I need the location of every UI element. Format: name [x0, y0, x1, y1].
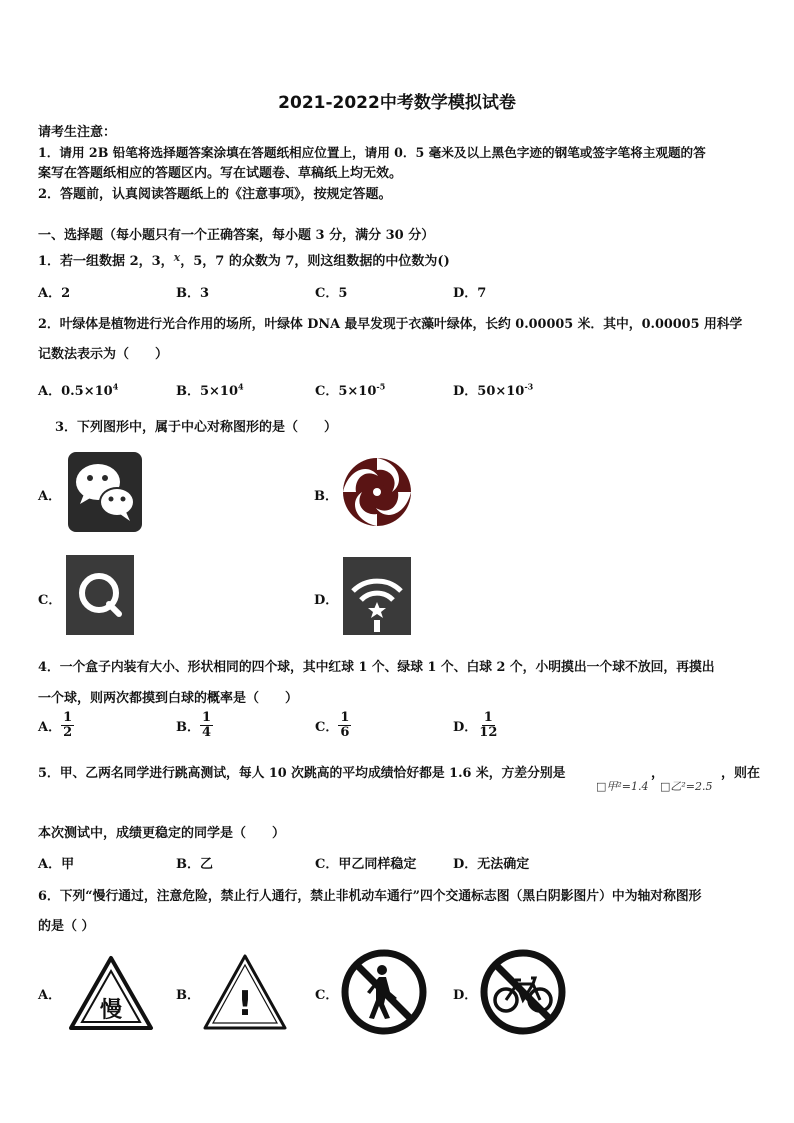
- wifi-signal-icon: [343, 557, 411, 635]
- q6-label-a: A．: [38, 988, 62, 1003]
- q3-label-d: D．: [314, 593, 339, 608]
- q4-option-b: B． $\frac{1}{4}$: [176, 710, 212, 740]
- no-bicycle-sign-icon: [479, 948, 567, 1036]
- wechat-logo-icon: [68, 452, 142, 532]
- question-4-line-1: 4．一个盒子内装有大小、形状相同的四个球，其中红球 1 个、绿球 1 个、白球 2 个，小明摸出一个球不放回，再摸出: [38, 660, 715, 675]
- slow-traffic-sign-icon: [68, 955, 154, 1031]
- q2-option-c: C．$5\times 10^{-5}$: [315, 381, 386, 399]
- notice-line-2: 2．答题前，认真阅读答题纸上的《注意事项》，按规定答题。: [38, 187, 392, 202]
- q6-label-b: B．: [176, 988, 200, 1003]
- search-q-icon: [66, 555, 134, 635]
- question-2-line-2: 记数法表示为（ ）: [38, 347, 169, 362]
- q4-option-d: D． $\frac{1}{12}$: [453, 710, 498, 740]
- section-heading: 一、选择题（每小题只有一个正确答案，每小题 3 分，满分 30 分）: [38, 228, 435, 243]
- q3-label-b: B．: [314, 489, 338, 504]
- phoenix-logo-icon: [340, 452, 414, 532]
- q5-option-c: C．甲乙同样稳定: [315, 857, 417, 872]
- q5-option-b: B．乙: [176, 857, 213, 872]
- q2-option-b: B．$5\times 10^4$: [176, 381, 244, 399]
- notice-line-1a: 1．请用 2B 铅笔将选择题答案涂填在答题纸相应位置上，请用 0．5 毫米及以上黑色字迹的钢笔或签字笔将主观题的答: [38, 145, 706, 160]
- question-4-line-2: 一个球，则两次都摸到白球的概率是（ ）: [38, 691, 299, 706]
- variable-x: x: [173, 251, 181, 264]
- warning-sign-character: !: [237, 984, 253, 1024]
- q1-option-a: A．2: [38, 286, 71, 301]
- q6-label-d: D．: [453, 988, 478, 1003]
- q4-option-a: A． $\frac{1}{2}$: [38, 710, 73, 740]
- variance-jia: □甲²=1.4: [596, 780, 649, 793]
- q4-option-c: C． $\frac{1}{6}$: [315, 710, 350, 740]
- slow-sign-character: 慢: [99, 998, 123, 1023]
- q1-option-d: D．7: [453, 286, 487, 301]
- q5-option-a: A．甲: [38, 857, 75, 872]
- question-5-line-2: 本次测试中，成绩更稳定的同学是（ ）: [38, 826, 286, 841]
- q1-option-c: C．5: [315, 286, 348, 301]
- q3-label-a: A．: [38, 489, 62, 504]
- q1-option-b: B．3: [176, 286, 210, 301]
- no-pedestrian-sign-icon: [340, 948, 428, 1036]
- notice-heading: 请考生注意：: [38, 125, 117, 140]
- q2-option-a: A．$0.5\times 10^4$: [38, 381, 119, 399]
- question-3-stem: 3．下列图形中，属于中心对称图形的是（ ）: [55, 420, 338, 435]
- page-title: 2021-2022中考数学模拟试卷: [278, 93, 516, 113]
- question-5-line-1b: ，则在: [721, 766, 761, 781]
- question-6-line-1: 6．下列“慢行通过，注意危险，禁止行人通行，禁止非机动车通行”四个交通标志图（黑白阴影图片）中为轴对称图形: [38, 889, 702, 904]
- q2-option-d: D．$50\times 10^{-3}$: [453, 381, 534, 399]
- question-1-stem: 1．若一组数据 2，3，$^x$，5，7 的众数为 7，则这组数据的中位数为(): [38, 251, 450, 269]
- q5-option-d: D．无法确定: [453, 857, 530, 872]
- question-5-line-1a: 5．甲、乙两名同学进行跳高测试，每人 10 次跳高的平均成绩恰好都是 1.6 米，方差分别是: [38, 766, 566, 781]
- question-5-comma: ，: [651, 766, 665, 781]
- q3-label-c: C．: [38, 593, 62, 608]
- variance-yi: □乙²=2.5: [660, 780, 713, 793]
- notice-line-1b: 案写在答题纸相应的答题区内。写在试题卷、草稿纸上均无效。: [38, 166, 403, 181]
- question-6-line-2: 的是（ ）: [38, 919, 95, 934]
- question-2-line-1: 2．叶绿体是植物进行光合作用的场所，叶绿体 DNA 最早发现于衣藻叶绿体，长约 0.00005 米．其中，0.00005 用科学: [38, 317, 743, 332]
- warning-sign-icon: [202, 953, 288, 1031]
- q6-label-c: C．: [315, 988, 339, 1003]
